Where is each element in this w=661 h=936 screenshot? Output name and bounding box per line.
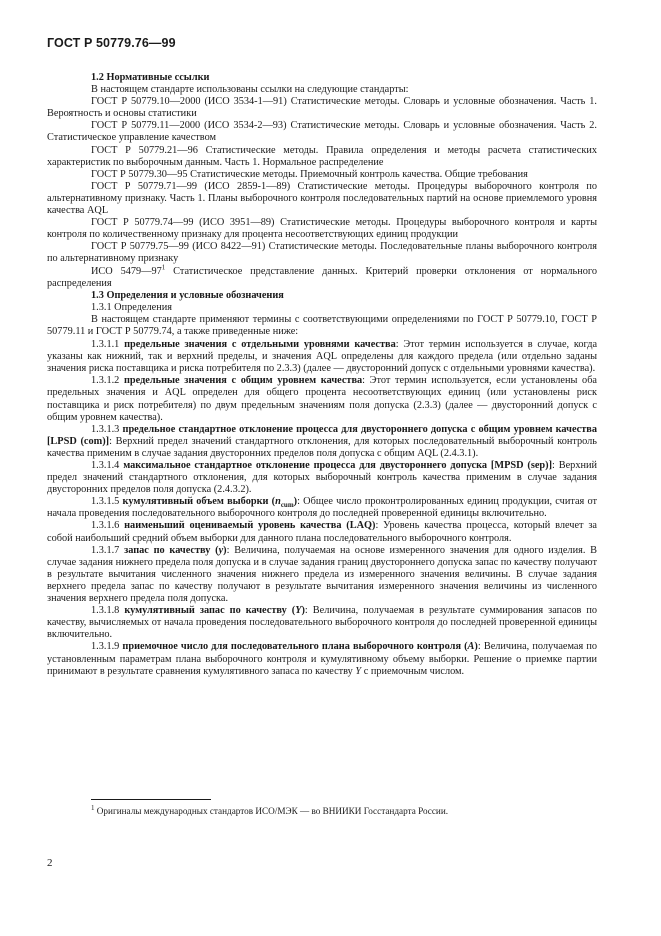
reference-item: ГОСТ Р 50779.11—2000 (ИСО 3534-2—93) Статистические методы. Словарь и условные обозначения. Часть 2. Статистическое управление качеством (47, 120, 597, 144)
references-intro: В настоящем стандарте использованы ссылки на следующие стандарты: (91, 84, 409, 96)
definition-item: 1.3.1.6 наименьший оцениваемый уровень качества (LAQ): Уровень качества процесса, который влечет за собой наибольший средний объем выборки для данного плана последовательного выборочного контроля. (47, 520, 597, 544)
definition-item: 1.3.1.5 кумулятивный объем выборки $(n_{cum})$: Общее число проконтролированных единиц продукции, считая от начала проведения последовательного выборочного контроля до последней проверенной единицы включительно. (47, 496, 597, 520)
term: наименьший оцениваемый уровень качества (LAQ) (124, 520, 376, 532)
subsection-title-definitions: 1.3.1 Определения (91, 301, 172, 313)
reference-item: ГОСТ Р 50779.30—95 Статистические методы. Приемочный контроль качества. Общие требования (91, 168, 528, 180)
footnote: $^1$ Оригиналы международных стандартов ИСО/МЭК — во ВНИИКИ Госстандарта России. (91, 803, 449, 816)
definition-item: 1.3.1.4 максимальное стандартное отклонение процесса для двустороннего допуска [MPSD (sep)]: Верхний предел значений стандартного отклонения, для которых выборочный контроль качества применим в случае задания двусторонних пределов поля допуска (2.4.3.2). (47, 460, 598, 496)
reference-item: ГОСТ Р 50779.74—99 (ИСО 3951—89) Статистические методы. Процедуры выборочного контроля и карты контроля по количественному признаку для процента несоответствующих единиц продукции (47, 217, 597, 241)
definitions-intro: В настоящем стандарте применяют термины с соответствующими определениями по ГОСТ Р 50779.10, ГОСТ Р 50779.11 и ГОСТ Р 50779.74, а также приведенные ниже: (47, 313, 597, 337)
term: максимальное стандартное отклонение процесса для двустороннего допуска [MPSD (sep)] (123, 460, 552, 471)
definition-item: 1.3.1.8 кумулятивный запас по качеству (Y): Величина, получаемая в результате суммирования запасов по качеству, вычисляемых от начала проведения последовательного выборочного контроля до последней проверенной единицы включительно. (47, 605, 597, 641)
term: предельные значения с общим уровнем качества (123, 375, 363, 387)
reference-item: ГОСТ Р 50779.75—99 (ИСО 8422—91) Статистические методы. Последовательные планы выборочного контроля по альтернативному признаку (47, 241, 597, 265)
standard-code-header: ГОСТ Р 50779.76—99 (47, 36, 176, 50)
definition-item: 1.3.1.2 предельные значения с общим уровнем качества: Этот термин используется, если установлены оба предельных значения и AQL определен для общего процента несоответствующих единиц (или установлены риск поставщика и риск потребителя) по двум предельным значениям поля допуска (2.3.3) (далее — двусторонний допуск с общим уровнем качества). (47, 375, 597, 423)
definition-item: 1.3.1.3 предельное стандартное отклонение процесса для двустороннего допуска с общим уровнем качества [LPSD (com)]: Верхний предел значений стандартного отклонения, для которых последовательный выборочный контроль качества применим в случае задания двусторонних пределов поля допуска с общим AQL (2.4.3.1). (47, 423, 597, 459)
section-title-references: 1.2 Нормативные ссылки (91, 72, 210, 83)
term: предельные значения с отдельными уровнями качества (124, 339, 396, 351)
footnote-divider (91, 799, 211, 800)
footnote-ref: 1 (161, 263, 166, 272)
term: приемочное число для последовательного плана выборочного контроля ( (122, 641, 468, 653)
reference-item: ГОСТ Р 50779.21—96 Статистические методы. Правила определения и методы расчета статистических характеристик по выборочным данным. Часть 1. Нормальное распределение (47, 144, 597, 168)
definition-item: 1.3.1.9 приемочное число для последовательного плана выборочного контроля (A): Величина, получаемая по установленным параметрам плана выборочного контроля и кумулятивному объему выборки. Решение о приемке партии принимают в результате сравнения кумулятивного запаса по качеству Y с приемочным числом. (47, 641, 597, 677)
reference-item-iso: ИСО $5479—97^1$ Статистическое представление данных. Критерий проверки отклонения от нормального распределения (47, 263, 597, 289)
term: кумулятивный объем выборки ( (122, 496, 276, 508)
term: запас по качеству ( (124, 544, 219, 556)
reference-item: ГОСТ Р 50779.10—2000 (ИСО 3534-1—91) Статистические методы. Словарь и условные обозначения. Часть 1. Вероятность и основы статистики (47, 96, 597, 120)
term: кумулятивный запас по качеству ( (124, 605, 296, 617)
definition-item: 1.3.1.7 запас по качеству (y): Величина, получаемая на основе измеренного значения для одного изделия. В случае задания нижнего предела поля допуска и в случае задания границ двустороннего допуска запас по качеству получают в результате вычитания численного значения нижнего предела из измеренного значения величины. В случае задания верхнего предела запас по качеству получают в результате вычитания измеренного значения величины из численного значения верхнего предела поля допуска. (47, 544, 597, 605)
section-title-definitions: 1.3 Определения и условные обозначения (91, 289, 284, 301)
term: предельное стандартное отклонение процесса для двустороннего допуска с общим уровнем качества [LPSD (com)] (47, 423, 597, 447)
reference-item: ГОСТ Р 50779.71—99 (ИСО 2859-1—89) Статистические методы. Процедуры выборочного контроля по альтернативному признаку. Часть 1. Планы выборочного контроля последовательных партий на основе приемлемого уровня качества AQL (47, 180, 597, 217)
footnote-mark: 1 (91, 803, 95, 812)
page-content (47, 72, 597, 678)
page-number: 2 (47, 857, 53, 869)
definition-item: 1.3.1.1 предельные значения с отдельными уровнями качества: Этот термин используется в случае, когда указаны как нижний, так и верхний пределы, и значения AQL определены для каждого предела (или отдельно заданы значения риска поставщика и риска потребителя по 2.3.3) (далее — двусторонний допуск с отдельными уровнями качества). (47, 339, 598, 375)
